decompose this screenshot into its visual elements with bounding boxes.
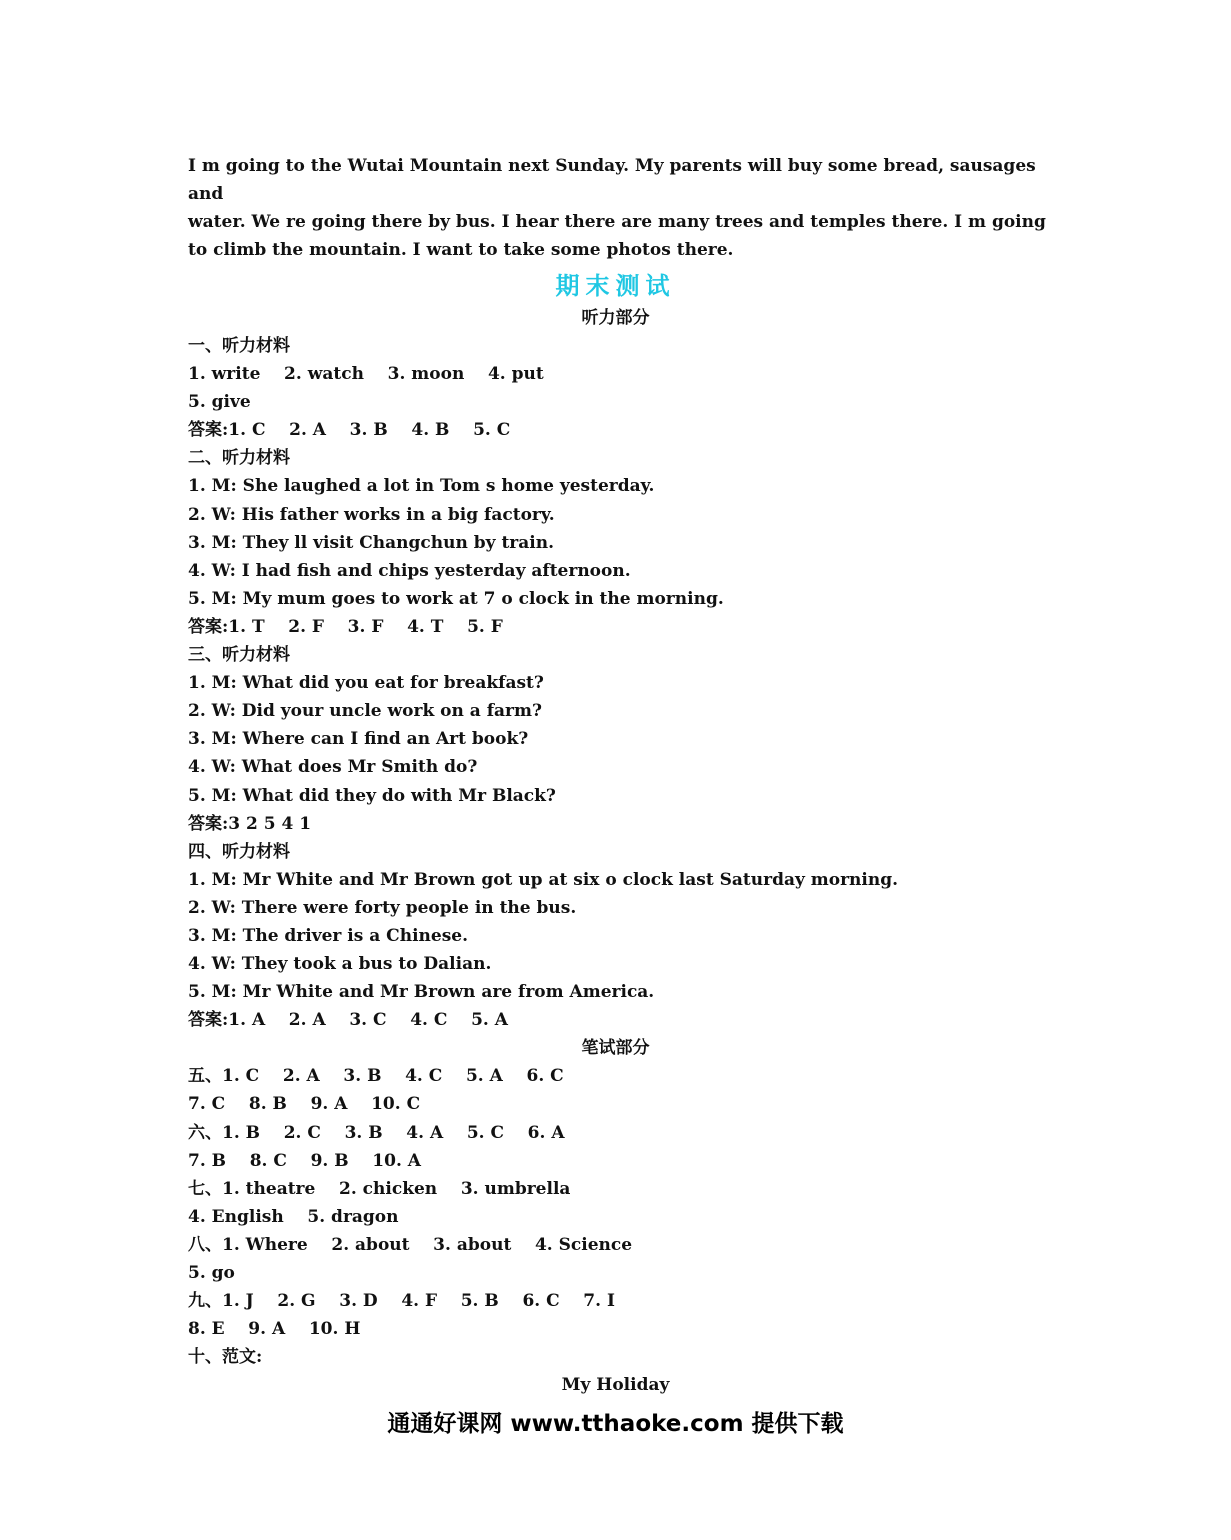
answer-line: 1. write 2. watch 3. moon 4. put <box>188 364 544 385</box>
answer-line: 八、1. Where 2. about 3. about 4. Science <box>188 1234 633 1255</box>
answer-line: 5. go <box>188 1263 235 1283</box>
answer-line: 九、1. J 2. G 3. D 4. F 5. B 6. C 7. I <box>188 1291 615 1312</box>
answer-line: 5. M: What did they do with Mr Black? <box>188 785 556 806</box>
answer-line: 3. M: They ll visit Changchun by train. <box>188 532 555 553</box>
answer-line: 1. M: Mr White and Mr Brown got up at six o clock last Saturday morning. <box>188 869 899 890</box>
answer-line: 答案:1. C 2. A 3. B 4. B 5. C <box>188 420 511 441</box>
answer-line: 4. W: I had fish and chips yesterday afternoon. <box>188 560 631 581</box>
exam-title: 期末测试 <box>555 271 676 300</box>
answer-line: 5. give <box>188 392 251 413</box>
listening-section-heading: 听力部分 <box>581 308 650 328</box>
answer-line: 答案:3 2 5 4 1 <box>188 813 312 834</box>
answer-line: 8. E 9. A 10. H <box>188 1319 361 1340</box>
answer-line: 5. M: My mum goes to work at 7 o clock in the morning. <box>188 588 724 609</box>
answer-line: 一、听力材料 <box>188 336 290 356</box>
footer-download-note: 通通好课网 www.tthaoke.com 提供下载 <box>387 1411 844 1437</box>
answer-line: 答案:1. T 2. F 3. F 4. T 5. F <box>188 616 503 637</box>
document-body <box>188 152 1058 1399</box>
answer-line: 十、范文: <box>188 1347 263 1368</box>
listening-answers <box>188 332 1058 1034</box>
answer-line: 2. W: His father works in a big factory. <box>188 504 555 525</box>
answer-line: 4. English 5. dragon <box>188 1206 399 1227</box>
answer-line: 2. W: Did your uncle work on a farm? <box>188 701 542 722</box>
answer-line: 六、1. B 2. C 3. B 4. A 5. C 6. A <box>188 1122 565 1143</box>
answer-line: 7. B 8. C 9. B 10. A <box>188 1150 421 1171</box>
answer-line: 3. M: The driver is a Chinese. <box>188 925 469 946</box>
answer-line: 1. M: What did you eat for breakfast? <box>188 673 544 694</box>
answer-line: 4. W: What does Mr Smith do? <box>188 757 478 778</box>
answer-line: 5. M: Mr White and Mr Brown are from America. <box>188 982 655 1003</box>
intro-line-3: to climb the mountain. I want to take some photos there. <box>188 240 734 260</box>
written-section-heading: 笔试部分 <box>581 1038 650 1059</box>
answer-line: 四、听力材料 <box>188 841 290 862</box>
answer-line: 答案:1. A 2. A 3. C 4. C 5. A <box>188 1010 508 1031</box>
intro-line-1: I m going to the Wutai Mountain next Sunday. My parents will buy some bread, sausages and <box>188 156 1036 204</box>
essay-title: My Holiday <box>561 1375 670 1396</box>
intro-line-2: water. We re going there by bus. I hear there are many trees and temples there. I m going <box>188 212 1046 232</box>
answer-line: 4. W: They took a bus to Dalian. <box>188 954 492 975</box>
answer-line: 五、1. C 2. A 3. B 4. C 5. A 6. C <box>188 1066 564 1087</box>
answer-line: 七、1. theatre 2. chicken 3. umbrella <box>188 1178 571 1199</box>
written-answers <box>188 1062 1058 1371</box>
answer-line: 7. C 8. B 9. A 10. C <box>188 1094 421 1115</box>
answer-line: 二、听力材料 <box>188 448 290 469</box>
answer-line: 三、听力材料 <box>188 645 290 666</box>
answer-line: 3. M: Where can I find an Art book? <box>188 729 529 750</box>
answer-line: 1. M: She laughed a lot in Tom s home yesterday. <box>188 476 655 497</box>
answer-line: 2. W: There were forty people in the bus. <box>188 897 577 918</box>
